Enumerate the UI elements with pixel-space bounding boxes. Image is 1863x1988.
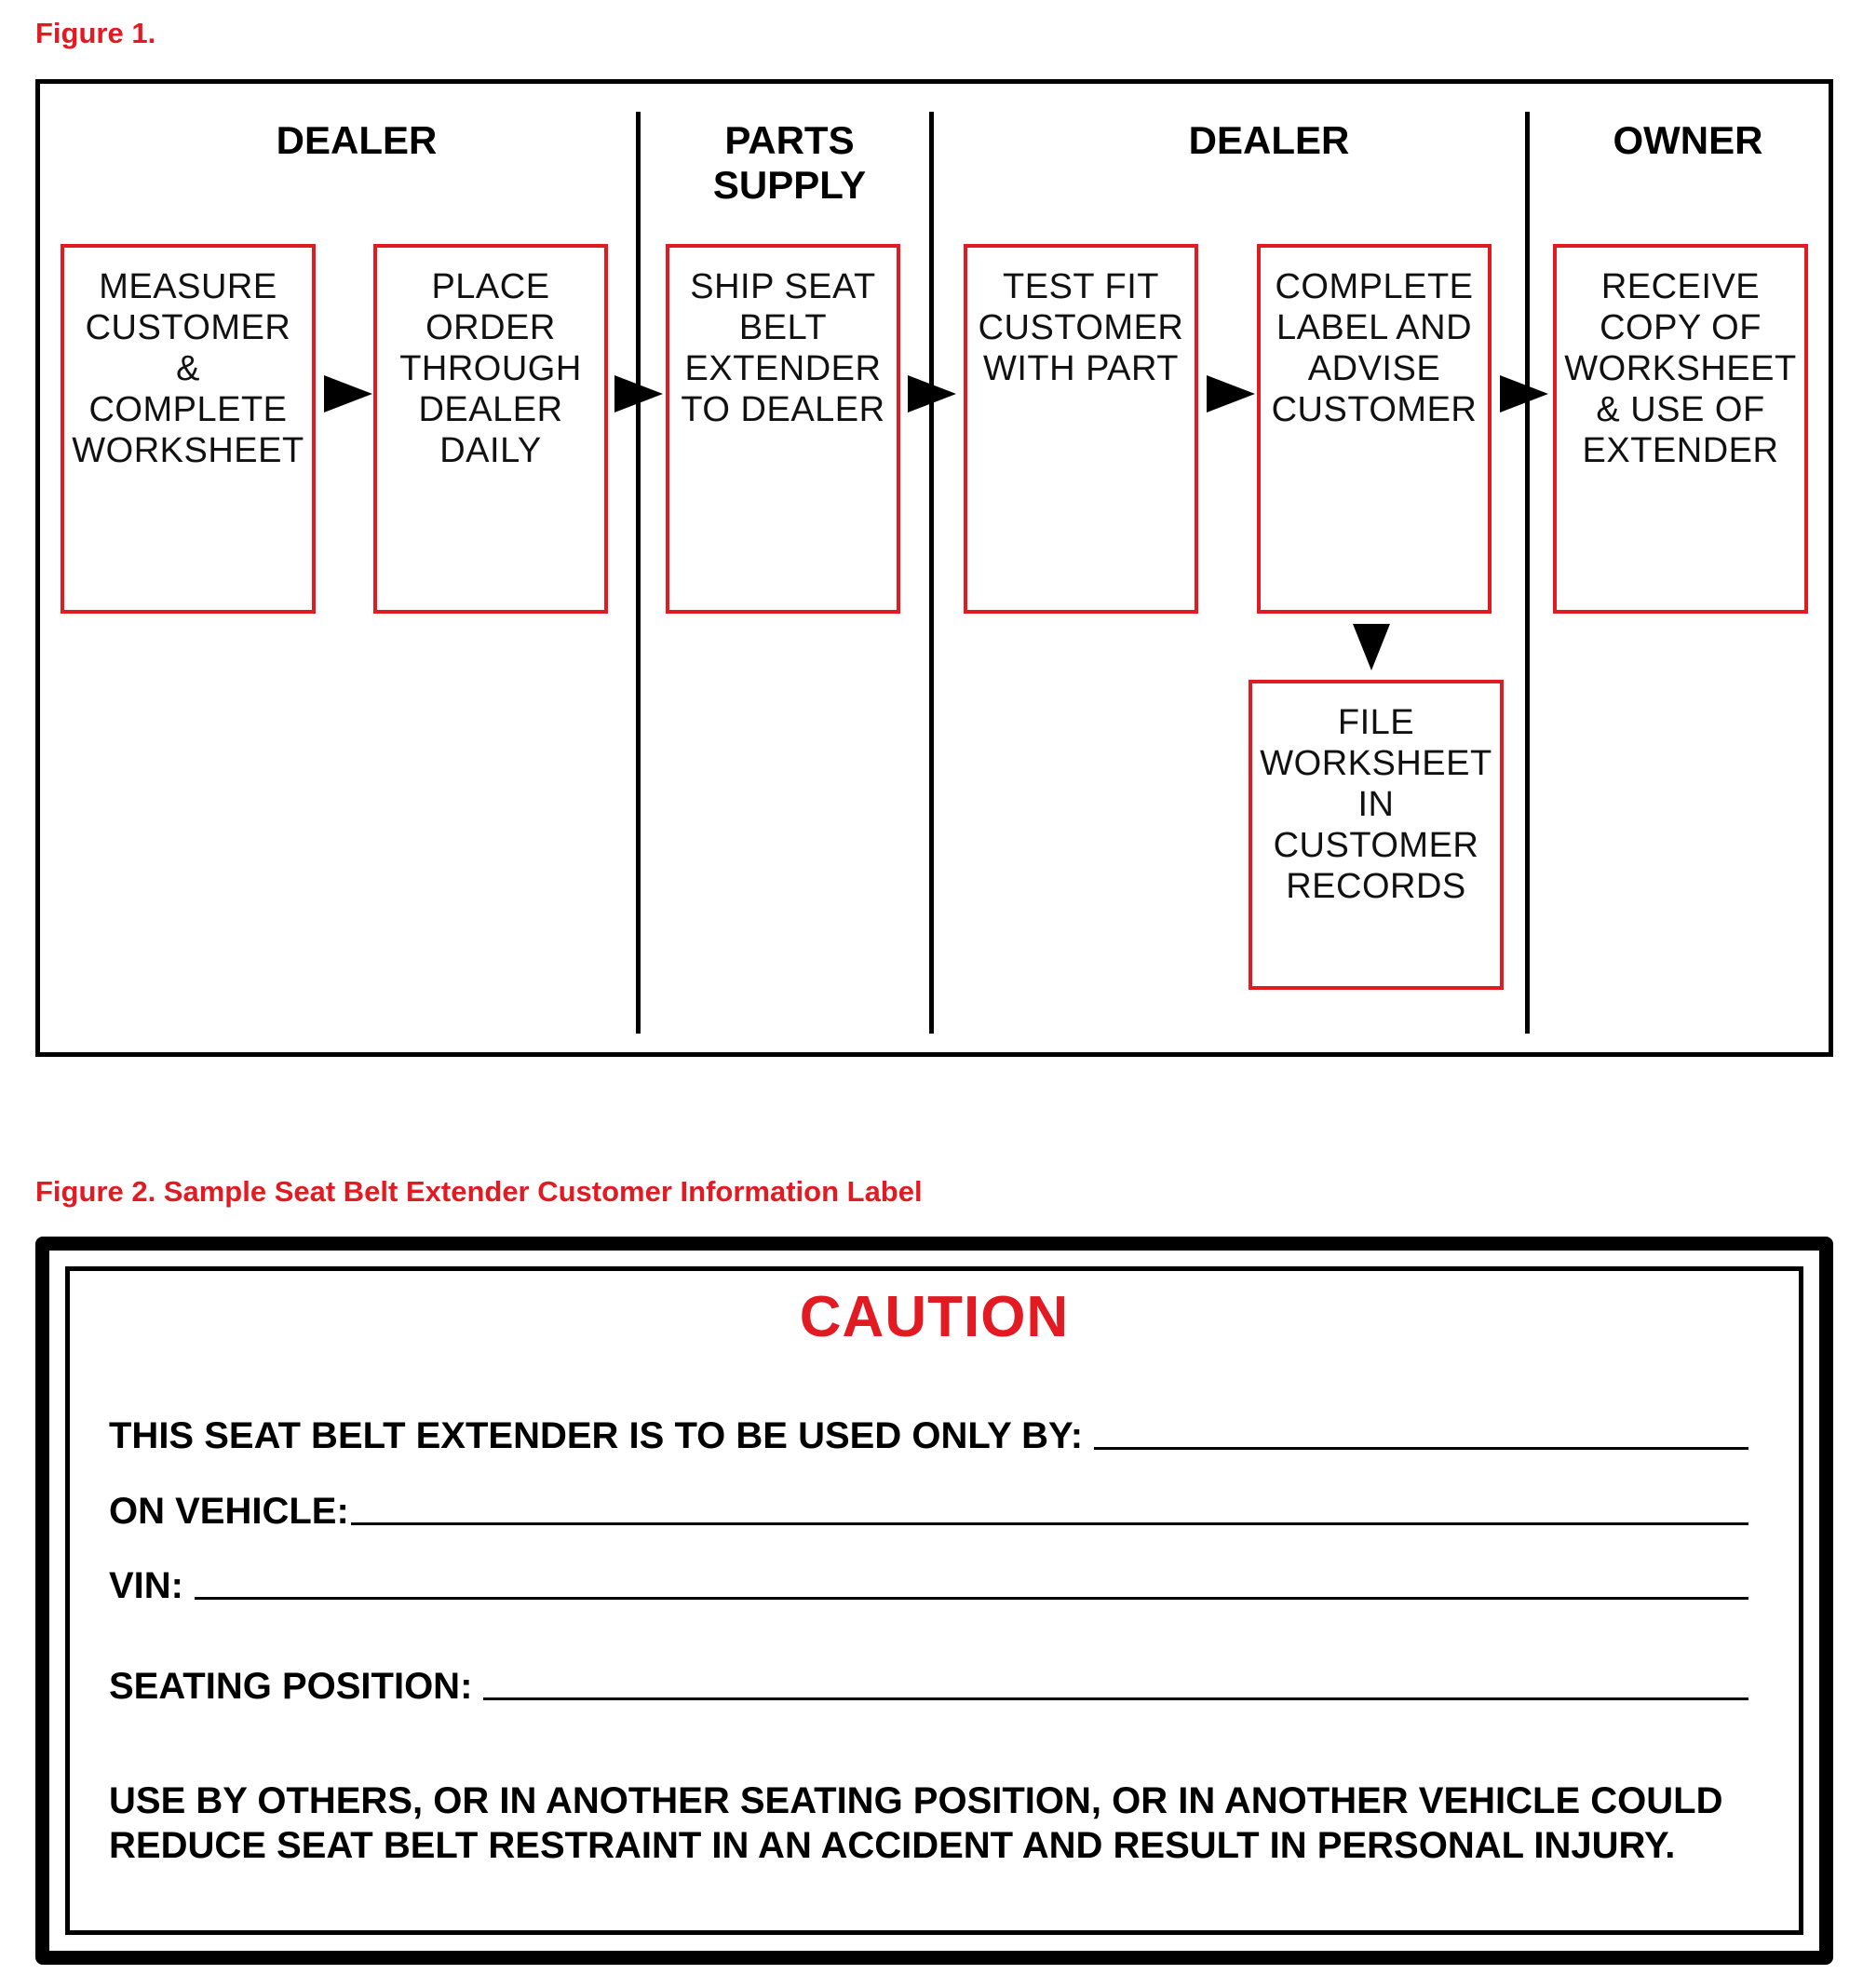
field-seating-position	[109, 1666, 1748, 1708]
process-flowchart	[35, 79, 1833, 1057]
step-place-order: PLACE ORDER THROUGH DEALER DAILY	[373, 244, 608, 614]
blank-line	[195, 1591, 1748, 1600]
arrow-right-icon	[1500, 375, 1548, 412]
field-label: ON VEHICLE:	[109, 1491, 349, 1532]
lane-header-dealer: DEALER	[276, 118, 438, 162]
step-receive-copy: RECEIVE COPY OF WORKSHEET & USE OF EXTENDER	[1553, 244, 1808, 614]
lane-header-parts-supply: PARTS SUPPLY	[712, 118, 867, 207]
step-measure-customer: MEASURE CUSTOMER & COMPLETE WORKSHEET	[61, 244, 316, 614]
arrow-down-icon	[1353, 624, 1390, 670]
lane-divider	[1525, 112, 1530, 1034]
lane-header-dealer-2: DEALER	[1188, 118, 1350, 162]
caution-title: CAUTION	[799, 1285, 1070, 1349]
customer-information-label	[35, 1237, 1833, 1965]
field-on-vehicle	[109, 1491, 1748, 1533]
lane-header-owner: OWNER	[1613, 118, 1763, 162]
blank-line	[483, 1692, 1748, 1700]
figure-2-caption: Figure 2. Sample Seat Belt Extender Customer Information Label	[35, 1175, 923, 1208]
arrow-right-icon	[908, 375, 956, 412]
field-label: SEATING POSITION:	[109, 1666, 473, 1707]
arrow-right-icon	[614, 375, 663, 412]
figure-1-caption: Figure 1.	[35, 17, 156, 49]
blank-line	[351, 1517, 1748, 1525]
arrow-right-icon	[1207, 375, 1255, 412]
field-vin	[109, 1565, 1748, 1607]
field-used-only-by	[109, 1415, 1748, 1457]
step-file-worksheet: FILE WORKSHEET IN CUSTOMER RECORDS	[1249, 680, 1504, 990]
step-ship-extender: SHIP SEAT BELT EXTENDER TO DEALER	[666, 244, 900, 614]
blank-line	[1094, 1441, 1748, 1450]
field-label: VIN:	[109, 1565, 183, 1606]
lane-divider	[929, 112, 934, 1034]
warning-text: USE BY OTHERS, OR IN ANOTHER SEATING POSITION, OR IN ANOTHER VEHICLE COULD REDUCE SEAT BELT RESTRAINT IN AN ACCIDENT AND RESULT IN PERSONAL INJURY.	[109, 1780, 1723, 1866]
label-inner-border	[65, 1266, 1803, 1935]
step-complete-label: COMPLETE LABEL AND ADVISE CUSTOMER	[1257, 244, 1492, 614]
arrow-right-icon	[324, 375, 372, 412]
field-label: THIS SEAT BELT EXTENDER IS TO BE USED ONLY BY:	[109, 1415, 1084, 1456]
lane-divider	[636, 112, 641, 1034]
step-test-fit: TEST FIT CUSTOMER WITH PART	[964, 244, 1198, 614]
